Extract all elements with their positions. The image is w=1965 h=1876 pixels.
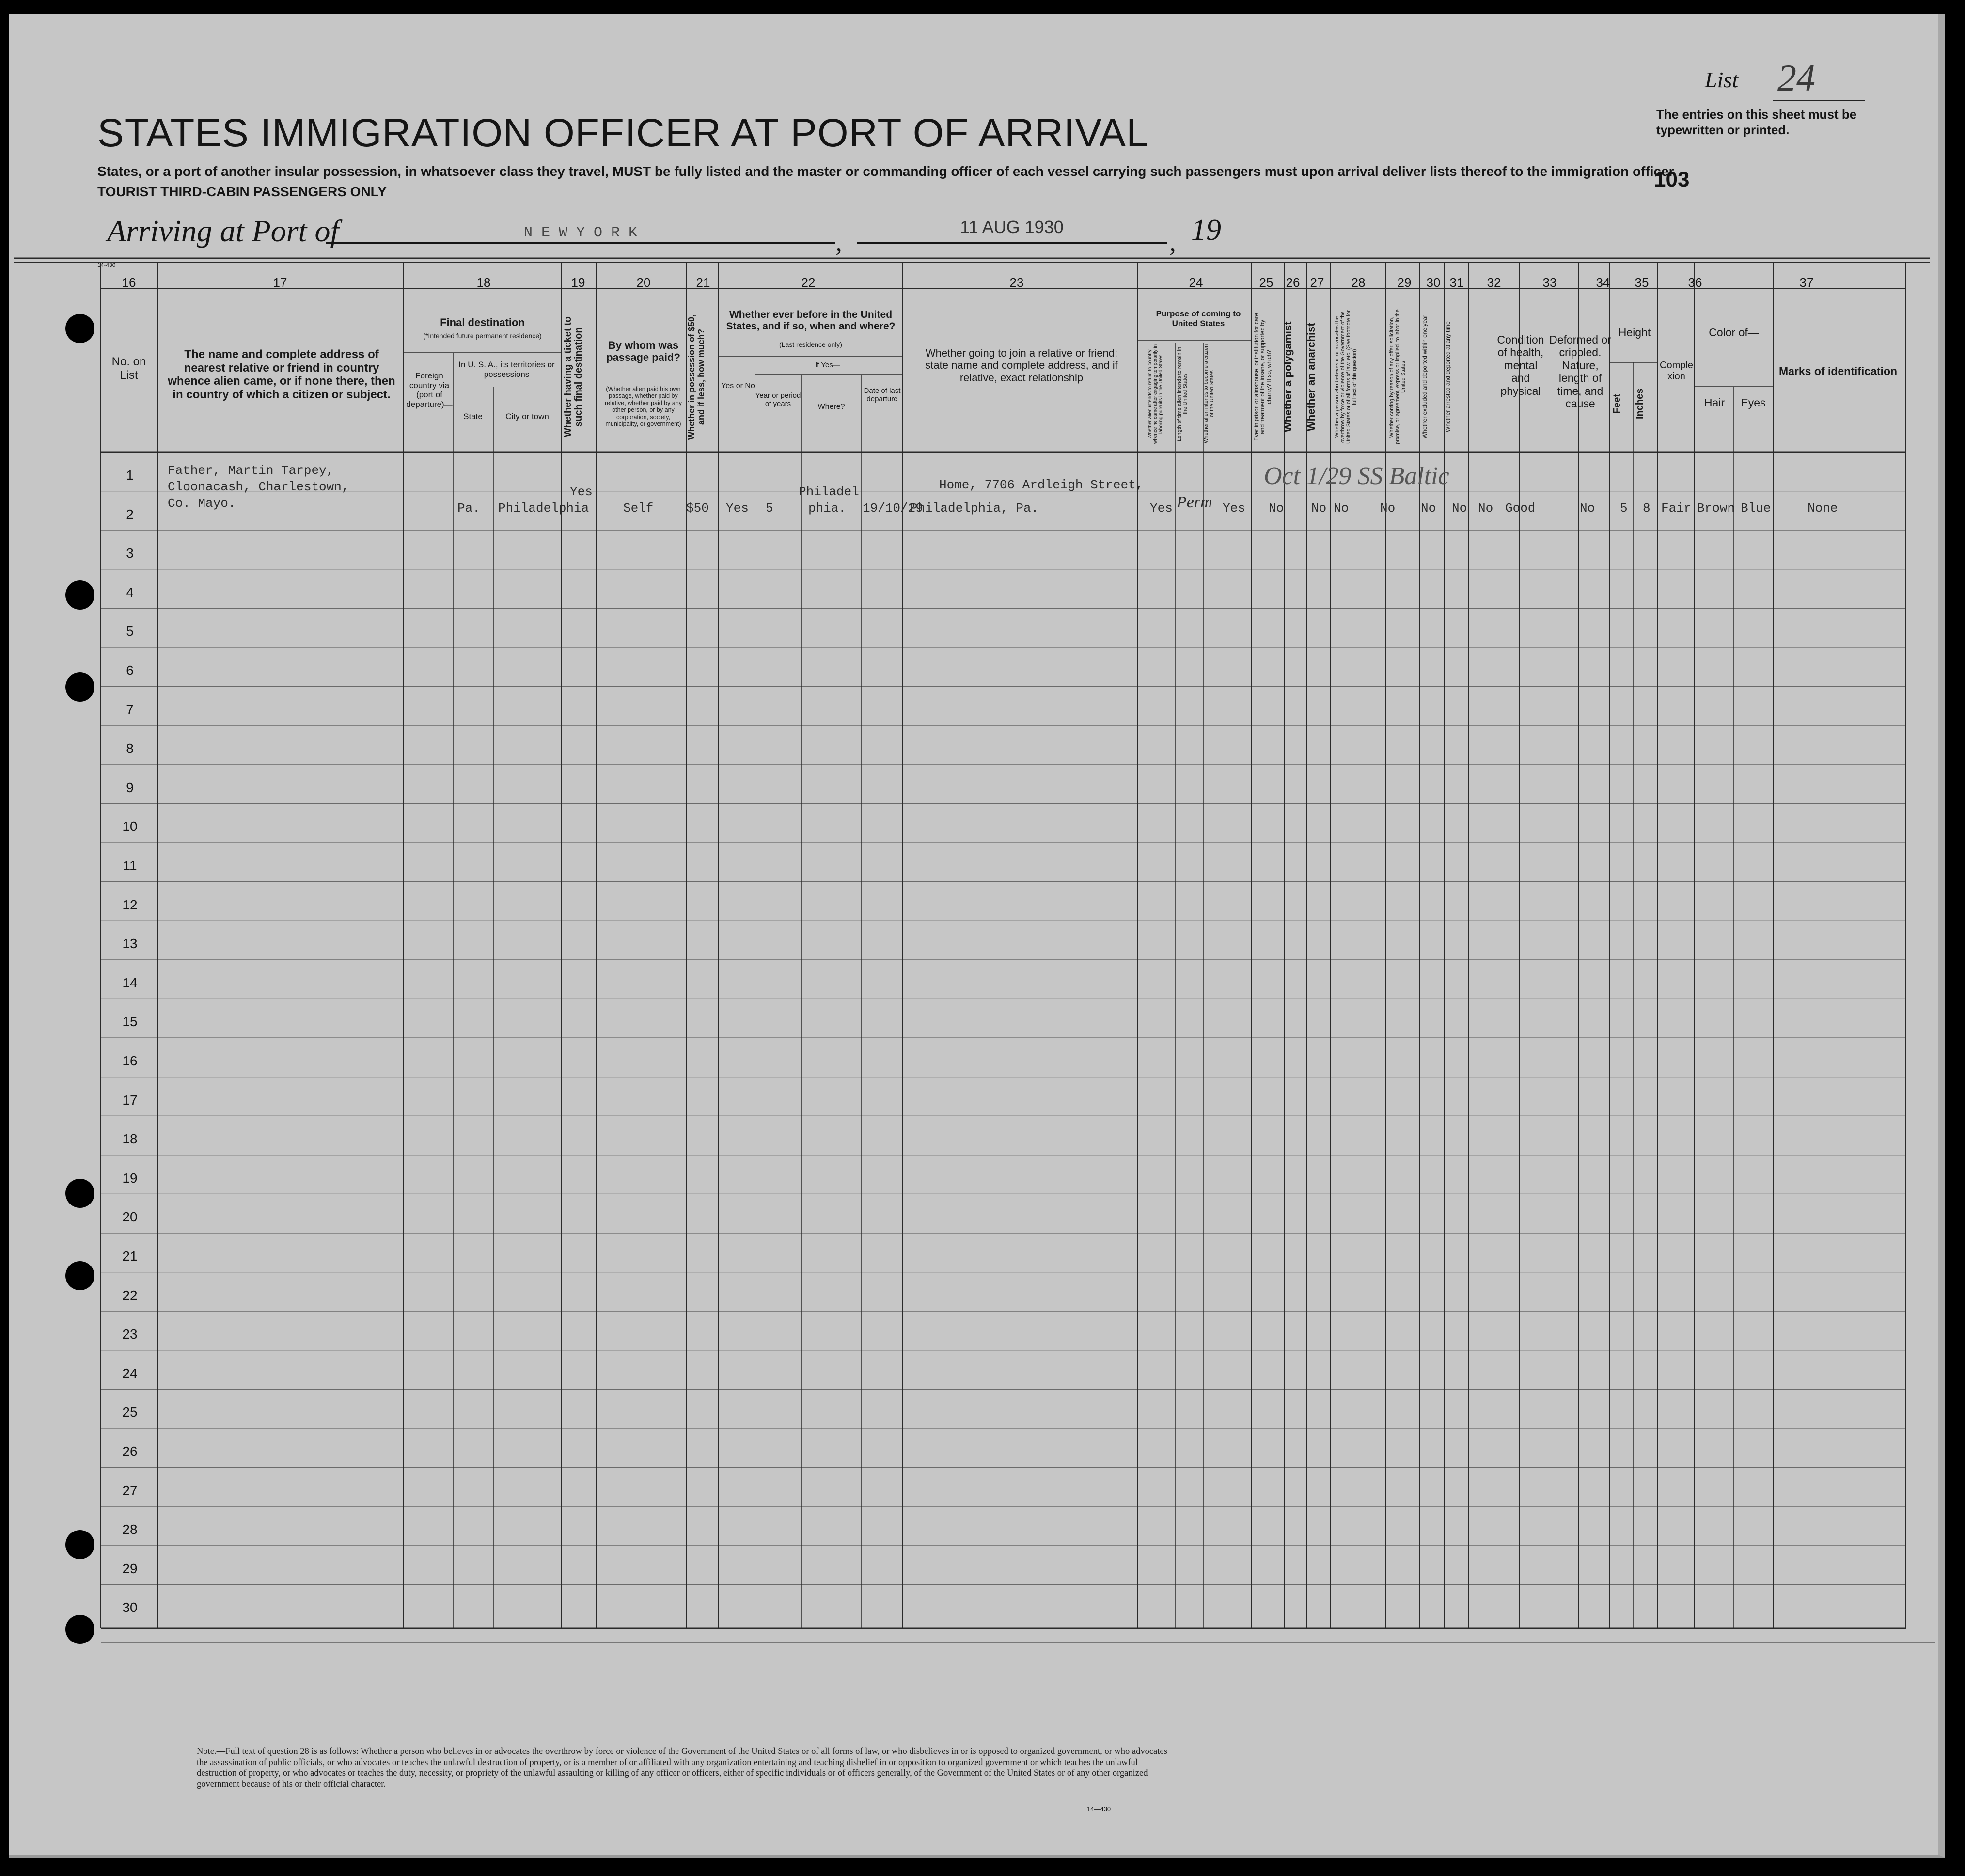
hdr-in-usa: In U. S. A., its territories or possessions <box>458 360 555 379</box>
comma: , <box>835 227 842 257</box>
sheet-number: 103 <box>1654 168 1690 191</box>
hdr-eyes: Eyes <box>1741 396 1766 409</box>
handwritten-annotation: Oct 1/29 SS Baltic <box>1264 462 1449 490</box>
row-number: 13 <box>122 936 138 952</box>
entry-health: Good <box>1505 501 1536 516</box>
entry-length-of-stay: Perm <box>1177 493 1212 511</box>
row-number: 3 <box>126 546 134 561</box>
col-number: 30 <box>1426 275 1441 290</box>
class-line: TOURIST THIRD-CABIN PASSENGERS ONLY <box>97 184 387 199</box>
col-number: 26 <box>1286 275 1300 290</box>
col-number: 17 <box>273 275 287 290</box>
hdr-foreign-via: Foreign country via (port of departure)— <box>406 371 453 409</box>
hdr-joining: Whether going to join a relative or friend; state name and complete address, and if relative, exact relationship <box>925 347 1118 384</box>
entry-where-line1: Philadel <box>799 485 859 499</box>
entry-relative-line3: Co. Mayo. <box>168 496 236 511</box>
comma: , <box>1169 227 1176 257</box>
hdr-city: City or town <box>505 412 549 421</box>
row-number: 16 <box>122 1053 138 1068</box>
hdr-relative: The name and complete address of nearest relative or friend in country whence alien came, or if none there, then in country of which a citizen or subject. <box>168 348 395 401</box>
row-number: 21 <box>122 1249 138 1264</box>
footnote: Note.—Full text of question 28 is as follows: Whether a person who believes in or advocates the overthrow by force or violence of the Government of the United States or of all forms of law, or who disbelieves in or is opposed to organized government, or who advocates the assassination of public officials, or who advocates or teaches the unlawful destruction of property, or is a member of or affiliated with any organization entertaining and teaching disbelief in or opposition to organized government or which teaches the unlawful destruction of property, or who advocates or teaches the duty, necessity, or propriety of the unlawful assaulting or killing of any officer or officers, either of specific individuals or of officers generally, of the Government of the United States or of any other organized government because of his or their official character. <box>197 1747 1167 1789</box>
col-number: 32 <box>1487 275 1501 290</box>
entry-become-citizen: Yes <box>1223 501 1245 516</box>
date-stamp: 11 AUG 1930 <box>857 212 1167 244</box>
entry-complexion: Fair <box>1661 501 1692 516</box>
row-number: 18 <box>122 1131 138 1147</box>
row-number: 19 <box>122 1170 138 1186</box>
entry-q31: No <box>1478 501 1493 516</box>
hdr-complexion: Complexion <box>1660 360 1693 382</box>
hdr-q28: Whether a person who believes in or advocates the overthrow by force or violence of the Government of the United States or of all forms of law, etc. (See footnote for full text of this question) <box>1334 310 1358 444</box>
list-number: 24 <box>1773 56 1865 101</box>
hdr-polygamist: Whether a polygamist <box>1282 321 1294 433</box>
row-number: 2 <box>126 506 134 522</box>
hdr-passage: By whom was passage paid? <box>606 339 680 364</box>
hdr-final-note: (*Intended future permanent residence) <box>423 332 542 340</box>
hdr-color-of: Color of— <box>1709 326 1759 339</box>
hdr-q31: Whether arrested and deported at any time <box>1445 321 1451 433</box>
col-number: 31 <box>1449 275 1464 290</box>
col-number: 37 <box>1799 275 1814 290</box>
hdr-before-in-us: Whether ever before in the United States, and if so, when and where? <box>726 309 896 332</box>
hdr-length-stay: Length of time alien intends to remain in the United States <box>1177 346 1189 441</box>
entry-passage-paid: Self <box>623 501 654 516</box>
entry-before-in-us: Yes <box>726 501 749 516</box>
col-number: 35 <box>1635 275 1649 290</box>
year-prefix: 19 <box>1191 214 1221 247</box>
hdr-q29: Whether coming by reason of any offer, solicitation, promise, or agreement, express or implied, to labor in the United States <box>1389 309 1407 445</box>
row-number: 14 <box>122 975 138 990</box>
col-number: 27 <box>1310 275 1324 290</box>
hdr-where: Where? <box>817 403 845 411</box>
entry-ticket: Yes <box>570 485 593 499</box>
col-number: 22 <box>801 275 816 290</box>
row-number: 8 <box>126 741 134 756</box>
entry-prison: No <box>1269 501 1284 516</box>
entry-eyes: Blue <box>1741 501 1771 516</box>
row-number: 17 <box>122 1092 138 1108</box>
row-number: 1 <box>126 468 134 483</box>
entry-polygamist: No <box>1311 501 1327 516</box>
hdr-purpose-return: Whether alien intends to return to country whence he came after engaging temporarily in laboring pursuits in the United States <box>1148 344 1163 444</box>
row-number: 23 <box>122 1327 138 1342</box>
hdr-health: Condition of health, mental and physical <box>1497 333 1544 397</box>
entries-note: The entries on this sheet must be typewritten or printed. <box>1656 107 1857 137</box>
col-number: 16 <box>122 275 136 290</box>
hdr-feet: Feet <box>1612 393 1622 414</box>
entry-q30: No <box>1452 501 1467 516</box>
entry-hair: Brown <box>1697 501 1735 516</box>
row-number: 6 <box>126 663 134 678</box>
row-number: 12 <box>122 897 138 912</box>
hdr-year-period: Year or period of years <box>755 391 801 408</box>
col-number: 24 <box>1189 275 1203 290</box>
row-number: 10 <box>122 819 138 834</box>
hdr-citizen: Whether alien intends to become a citizen of the United States <box>1203 344 1215 444</box>
row-number: 15 <box>122 1014 138 1030</box>
row-number: 7 <box>126 702 134 717</box>
col-number: 25 <box>1259 275 1273 290</box>
hdr-no-on-list: No. on List <box>111 355 146 382</box>
row-number: 9 <box>126 780 134 795</box>
col-number: 33 <box>1542 275 1557 290</box>
hdr-state: State <box>463 412 483 421</box>
row-number: 22 <box>122 1287 138 1303</box>
entry-years: 5 <box>766 501 773 516</box>
row-number: 29 <box>122 1561 138 1576</box>
hdr-anarchist: Whether an anarchist <box>1305 323 1317 431</box>
port-field: N E W Y O R K <box>326 212 835 244</box>
row-number: 5 <box>126 624 134 639</box>
entry-state: Pa. <box>457 501 480 516</box>
row-number: 27 <box>122 1483 138 1498</box>
col-number: 34 <box>1596 275 1610 290</box>
col-number: 36 <box>1688 275 1702 290</box>
entry-marks: None <box>1808 501 1838 516</box>
row-number: 24 <box>122 1365 138 1381</box>
hdr-hair: Hair <box>1704 396 1725 409</box>
form-subtitle: States, or a port of another insular possession, in whatsoever class they travel, MUST be fully listed and the master or commanding officer of each vessel carrying such passengers must upon arrival deliver lists thereof to the immigration officer <box>97 164 1674 179</box>
hdr-fifty-dollars: Whether in possession of $50, and if less, how much? <box>687 314 706 440</box>
entry-joining-line1: Home, 7706 Ardleigh Street, <box>939 478 1144 492</box>
hdr-final-destination: Final destination <box>440 316 525 328</box>
hdr-inches: Inches <box>1635 388 1645 419</box>
list-label: List <box>1705 67 1739 92</box>
hdr-q30: Whether excluded and deported within one year <box>1421 315 1428 439</box>
arriving-label: Arriving at Port of <box>107 214 339 248</box>
footnote-form-code: 14—430 <box>1087 1805 1111 1813</box>
row-number: 26 <box>122 1444 138 1459</box>
hdr-height: Height <box>1618 326 1651 339</box>
col-number: 23 <box>1009 275 1024 290</box>
hdr-ticket: Whether having a ticket to such final destination <box>563 316 584 438</box>
entry-relative-line2: Cloonacash, Charlestown, <box>168 480 349 494</box>
hdr-last-departure: Date of last departure <box>864 387 901 404</box>
row-number: 28 <box>122 1522 138 1537</box>
hdr-purpose: Purpose of coming to United States <box>1156 309 1241 328</box>
entry-q28: No <box>1380 501 1396 516</box>
entry-where-line2: phia. <box>808 501 847 516</box>
row-number: 11 <box>123 858 137 873</box>
entry-deformed: No <box>1580 501 1595 516</box>
hdr-prison: Ever in prison or almshouse, or institution for care and treatment of the insane, or supported by charity? If so, which? <box>1253 313 1273 441</box>
col-number: 18 <box>476 275 491 290</box>
col-number: 19 <box>571 275 585 290</box>
row-number: 20 <box>122 1209 138 1225</box>
hdr-if-yes: If Yes— <box>815 361 840 369</box>
hdr-yes-or-no: Yes or No <box>721 382 755 390</box>
entry-relative-line1: Father, Martin Tarpey, <box>168 463 334 478</box>
hdr-deformed: Deformed or crippled. Nature, length of time, and cause <box>1549 333 1611 410</box>
hdr-passage-note: (Whether alien paid his own passage, whether paid by relative, whether paid by any other person, or by any corporation, society, municipality, or government) <box>604 386 682 427</box>
col-number: 28 <box>1351 275 1366 290</box>
entry-purpose-return: Yes <box>1150 501 1173 516</box>
entry-last-departure: 19/10/29 <box>863 501 923 516</box>
form-code: 14-430 <box>97 262 116 268</box>
form-title: STATES IMMIGRATION OFFICER AT PORT OF ARRIVAL <box>97 111 1149 155</box>
entry-q29: No <box>1421 501 1436 516</box>
hdr-before-note: (Last residence only) <box>779 341 842 348</box>
entry-city: Philadelphia <box>498 501 589 516</box>
entry-anarchist: No <box>1334 501 1349 516</box>
entry-money: $50 <box>686 501 709 516</box>
row-number: 4 <box>126 584 134 600</box>
row-number: 25 <box>122 1405 138 1420</box>
entry-joining-line2: Philadelphia, Pa. <box>910 501 1039 516</box>
hdr-marks: Marks of identification <box>1778 365 1898 377</box>
col-number: 29 <box>1397 275 1412 290</box>
entry-inches: 8 <box>1643 501 1651 516</box>
manifest-sheet <box>9 14 1945 1858</box>
row-number: 30 <box>122 1600 138 1615</box>
col-number: 21 <box>696 275 710 290</box>
col-number: 20 <box>636 275 651 290</box>
entry-feet: 5 <box>1620 501 1628 516</box>
